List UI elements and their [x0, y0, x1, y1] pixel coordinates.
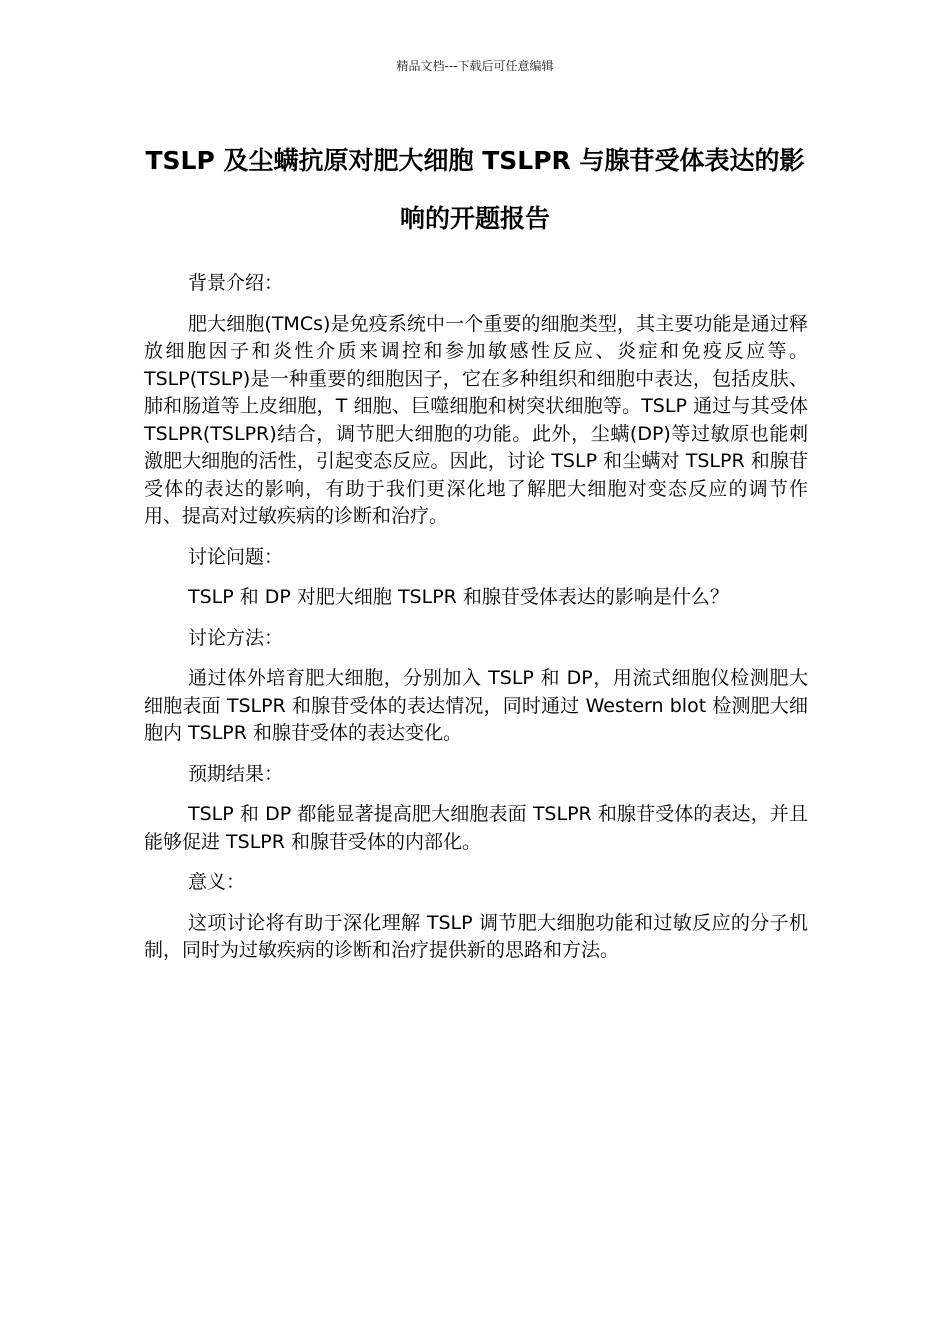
section-text-question: TSLP 和 DP 对肥大细胞 TSLPR 和腺苷受体表达的影响是什么？ — [188, 586, 729, 608]
section-heading-expected-results: 预期结果： — [188, 762, 284, 785]
section-heading-background: 背景介绍： — [188, 272, 284, 294]
section-text-background: 肥大细胞(TMCs)是免疫系统中一个重要的细胞类型，其主要功能是通过释放细胞因子和炎性介质来调控和参加敏感性反应、炎症和免疫反应等。TSLP(TSLP)是一种重要的细胞因子，它在多种组织和细胞中表达，包括皮肤、肺和肠道等上皮细胞，T 细胞、巨噬细胞和树突状细胞等。TSLP 通过与其受体 TSLPR(TSLPR)结合，调节肥大细胞的功能。此外，尘螨(DP)等过敏原也能刺激肥大细胞的活性，引起变态反应。因此，讨论 TSLP 和尘螨对 TSLPR 和腺苷受体的表达的影响，有助于我们更深化地了解肥大细胞对变态反应的调节作用、提高对过敏疾病的诊断和治疗。 — [144, 312, 808, 527]
section-text-significance: 这项讨论将有助于深化理解 TSLP 调节肥大细胞功能和过敏反应的分子机制，同时为过敏疾病的诊断和治疗提供新的思路和方法。 — [144, 911, 808, 961]
document-body — [144, 270, 808, 978]
section-text-expected-results: TSLP 和 DP 都能显著提高肥大细胞表面 TSLPR 和腺苷受体的表达，并且能够促进 TSLPR 和腺苷受体的内部化。 — [144, 803, 808, 853]
header-note: 精品文档---下载后可任意编辑 — [396, 59, 554, 73]
section-heading-question: 讨论问题： — [188, 545, 284, 568]
document-title: TSLP 及尘螨抗原对肥大细胞 TSLPR 与腺苷受体表达的影响的开题报告 — [145, 146, 805, 233]
section-heading-significance: 意义： — [188, 871, 246, 893]
section-heading-method: 讨论方法： — [188, 626, 284, 649]
section-text-method: 通过体外培育肥大细胞，分别加入 TSLP 和 DP，用流式细胞仪检测肥大细胞表面 TSLPR 和腺苷受体的表达情况，同时通过 Western blot 检测肥大细胞内 TSLPR 和腺苷受体的表达变化。 — [144, 667, 808, 744]
